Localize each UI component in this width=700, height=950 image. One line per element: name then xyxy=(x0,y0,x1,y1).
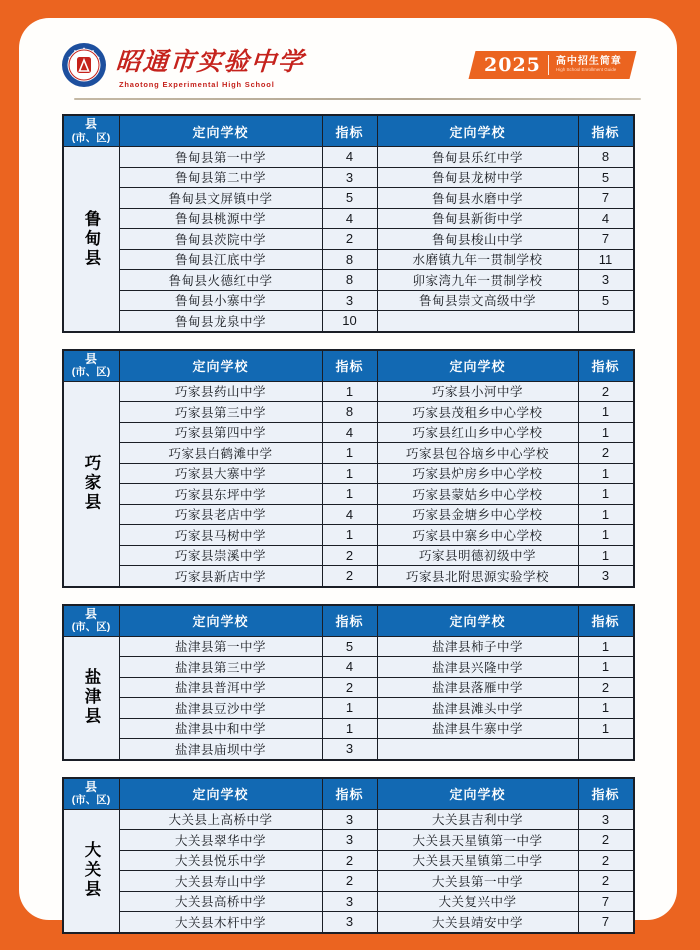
quota-cell: 2 xyxy=(323,566,377,586)
school-cell: 巧家县老店中学 xyxy=(120,505,322,525)
school-cell: 巧家县蒙姑乡中心学校 xyxy=(378,484,578,504)
quota-cell: 5 xyxy=(323,637,377,657)
quota-cell: 4 xyxy=(323,209,377,229)
quota-table-2 xyxy=(62,349,635,588)
school-cell: 巧家县崇溪中学 xyxy=(120,546,322,566)
column-header-school-right: 定向学校 xyxy=(378,779,578,809)
quota-cell: 2 xyxy=(323,871,377,891)
county-header-line2: (市、区) xyxy=(71,621,111,634)
quota-cell: 1 xyxy=(323,719,377,739)
county-label: 盐津县 xyxy=(64,637,119,759)
quota-cell: 11 xyxy=(579,250,633,270)
school-cell: 鲁甸县桃源中学 xyxy=(120,209,322,229)
quota-cell xyxy=(579,311,633,331)
quota-cell: 3 xyxy=(323,830,377,850)
county-header-line1: 县 xyxy=(84,606,97,621)
quota-cell: 2 xyxy=(579,851,633,871)
column-header-county xyxy=(64,779,119,809)
quota-cell: 7 xyxy=(579,188,633,208)
school-name-block xyxy=(116,42,305,89)
quota-cell: 1 xyxy=(579,698,633,718)
school-cell: 巧家县药山中学 xyxy=(120,382,322,402)
quota-cell: 2 xyxy=(323,678,377,698)
school-cell: 巧家县中寨乡中心学校 xyxy=(378,525,578,545)
quota-cell: 1 xyxy=(323,443,377,463)
quota-cell: 8 xyxy=(579,147,633,167)
column-header-quota-left: 指标 xyxy=(323,606,377,636)
quota-cell: 8 xyxy=(323,250,377,270)
quota-table-3 xyxy=(62,604,635,761)
quota-cell: 1 xyxy=(579,546,633,566)
school-cell: 鲁甸县茨院中学 xyxy=(120,229,322,249)
school-cell: 巧家县第三中学 xyxy=(120,402,322,422)
school-cell: 鲁甸县小寨中学 xyxy=(120,291,322,311)
county-header-line2: (市、区) xyxy=(71,794,111,807)
school-cell: 鲁甸县文屏镇中学 xyxy=(120,188,322,208)
quota-cell: 1 xyxy=(323,382,377,402)
school-cell: 盐津县牛寨中学 xyxy=(378,719,578,739)
column-header-county xyxy=(64,351,119,381)
column-header-quota-right: 指标 xyxy=(579,606,633,636)
school-cell: 大关县寿山中学 xyxy=(120,871,322,891)
column-header-quota-right: 指标 xyxy=(579,116,633,146)
county-label: 大关县 xyxy=(64,810,119,932)
school-cell: 盐津县滩头中学 xyxy=(378,698,578,718)
badge-subtitle: High School Enrollment Guide xyxy=(556,66,617,73)
quota-cell: 1 xyxy=(579,423,633,443)
column-header-school-left: 定向学校 xyxy=(120,116,322,146)
school-cell: 鲁甸县龙树中学 xyxy=(378,168,578,188)
column-header-quota-left: 指标 xyxy=(323,779,377,809)
quota-cell: 3 xyxy=(323,810,377,830)
school-cell: 巧家县新店中学 xyxy=(120,566,322,586)
school-cell: 盐津县柿子中学 xyxy=(378,637,578,657)
quota-cell: 4 xyxy=(323,147,377,167)
school-cell: 大关县悦乐中学 xyxy=(120,851,322,871)
column-header-county xyxy=(64,116,119,146)
quota-cell: 2 xyxy=(323,851,377,871)
quota-cell: 8 xyxy=(323,270,377,290)
quota-cell xyxy=(579,739,633,759)
school-cell: 鲁甸县乐红中学 xyxy=(378,147,578,167)
quota-table-4 xyxy=(62,777,635,934)
quota-cell: 1 xyxy=(323,698,377,718)
school-cell: 盐津县落雁中学 xyxy=(378,678,578,698)
county-header-line2: (市、区) xyxy=(71,131,111,144)
column-header-quota-left: 指标 xyxy=(323,351,377,381)
school-cell: 大关县天星镇第二中学 xyxy=(378,851,578,871)
quota-cell: 5 xyxy=(579,291,633,311)
quota-cell: 1 xyxy=(579,505,633,525)
school-cell: 巧家县第四中学 xyxy=(120,423,322,443)
column-header-quota-right: 指标 xyxy=(579,351,633,381)
school-cell: 巧家县马树中学 xyxy=(120,525,322,545)
quota-cell: 4 xyxy=(323,423,377,443)
school-cell: 巧家县红山乡中心学校 xyxy=(378,423,578,443)
column-header-quota-right: 指标 xyxy=(579,779,633,809)
school-cell xyxy=(378,739,578,759)
quota-cell: 1 xyxy=(579,484,633,504)
quota-cell: 5 xyxy=(323,188,377,208)
school-cell: 巧家县白鹤滩中学 xyxy=(120,443,322,463)
school-cell: 大关县木杆中学 xyxy=(120,912,322,932)
quota-cell: 3 xyxy=(323,291,377,311)
header-divider xyxy=(74,98,641,100)
school-cell: 巧家县明德初级中学 xyxy=(378,546,578,566)
county-header-line1: 县 xyxy=(84,117,97,132)
school-cell: 鲁甸县新街中学 xyxy=(378,209,578,229)
quota-cell: 8 xyxy=(323,402,377,422)
county-header-line2: (市、区) xyxy=(71,366,111,379)
badge-divider xyxy=(548,55,549,75)
year-badge xyxy=(469,51,637,79)
school-cell: 卯家湾九年一贯制学校 xyxy=(378,270,578,290)
quota-cell: 2 xyxy=(579,678,633,698)
quota-cell: 1 xyxy=(579,525,633,545)
quota-cell: 2 xyxy=(323,229,377,249)
quota-cell: 1 xyxy=(579,637,633,657)
school-cell: 巧家县包谷垴乡中心学校 xyxy=(378,443,578,463)
quota-cell: 4 xyxy=(579,209,633,229)
county-header-line1: 县 xyxy=(84,351,97,366)
school-cell: 巧家县金塘乡中心学校 xyxy=(378,505,578,525)
badge-title: 高中招生简章 xyxy=(556,56,623,68)
quota-cell: 3 xyxy=(323,168,377,188)
school-name-zh: 昭通市实验中学 xyxy=(114,46,306,76)
school-cell: 鲁甸县第一中学 xyxy=(120,147,322,167)
column-header-school-left: 定向学校 xyxy=(120,351,322,381)
column-header-school-left: 定向学校 xyxy=(120,779,322,809)
column-header-quota-left: 指标 xyxy=(323,116,377,146)
school-cell: 巧家县大寨中学 xyxy=(120,464,322,484)
quota-cell: 3 xyxy=(323,892,377,912)
school-cell: 巧家县北附思源实验学校 xyxy=(378,566,578,586)
county-label: 鲁甸县 xyxy=(64,147,119,331)
school-cell: 鲁甸县第二中学 xyxy=(120,168,322,188)
quota-cell: 1 xyxy=(579,402,633,422)
quota-cell: 5 xyxy=(579,168,633,188)
school-cell: 鲁甸县崇文高级中学 xyxy=(378,291,578,311)
quota-cell: 4 xyxy=(323,505,377,525)
quota-cell: 3 xyxy=(579,270,633,290)
school-cell: 盐津县中和中学 xyxy=(120,719,322,739)
school-cell: 巧家县东坪中学 xyxy=(120,484,322,504)
column-header-county xyxy=(64,606,119,636)
school-cell: 大关县靖安中学 xyxy=(378,912,578,932)
school-cell: 大关复兴中学 xyxy=(378,892,578,912)
school-cell: 大关县吉利中学 xyxy=(378,810,578,830)
quota-cell: 10 xyxy=(323,311,377,331)
school-cell: 巧家县炉房乡中心学校 xyxy=(378,464,578,484)
quota-table-1 xyxy=(62,114,635,333)
school-cell: 盐津县第三中学 xyxy=(120,657,322,677)
school-cell: 水磨镇九年一贯制学校 xyxy=(378,250,578,270)
quota-cell: 4 xyxy=(323,657,377,677)
school-cell: 大关县上高桥中学 xyxy=(120,810,322,830)
school-cell: 大关县高桥中学 xyxy=(120,892,322,912)
school-cell: 鲁甸县水磨中学 xyxy=(378,188,578,208)
county-header-line1: 县 xyxy=(84,779,97,794)
school-cell: 巧家县茂租乡中心学校 xyxy=(378,402,578,422)
quota-cell: 7 xyxy=(579,912,633,932)
quota-cell: 3 xyxy=(579,566,633,586)
county-label: 巧家县 xyxy=(64,382,119,586)
school-cell: 大关县翠华中学 xyxy=(120,830,322,850)
quota-cell: 1 xyxy=(579,719,633,739)
school-cell xyxy=(378,311,578,331)
quota-cell: 3 xyxy=(579,810,633,830)
school-cell: 盐津县普洱中学 xyxy=(120,678,322,698)
school-cell: 鲁甸县火德红中学 xyxy=(120,270,322,290)
quota-cell: 1 xyxy=(323,525,377,545)
column-header-school-right: 定向学校 xyxy=(378,116,578,146)
quota-cell: 7 xyxy=(579,229,633,249)
badge-year: 2025 xyxy=(484,54,542,76)
quota-cell: 1 xyxy=(323,484,377,504)
quota-cell: 2 xyxy=(579,443,633,463)
school-logo-icon xyxy=(61,42,107,88)
school-cell: 巧家县小河中学 xyxy=(378,382,578,402)
quota-cell: 3 xyxy=(323,739,377,759)
page-header xyxy=(61,34,647,96)
quota-cell: 2 xyxy=(579,871,633,891)
quota-cell: 1 xyxy=(579,464,633,484)
column-header-school-right: 定向学校 xyxy=(378,606,578,636)
school-name-en: Zhaotong Experimental High School xyxy=(119,79,275,89)
school-cell: 大关县天星镇第一中学 xyxy=(378,830,578,850)
quota-cell: 3 xyxy=(323,912,377,932)
school-cell: 盐津县豆沙中学 xyxy=(120,698,322,718)
content-card xyxy=(19,18,677,930)
quota-cell: 1 xyxy=(323,464,377,484)
quota-cell: 1 xyxy=(579,657,633,677)
column-header-school-left: 定向学校 xyxy=(120,606,322,636)
school-cell: 鲁甸县梭山中学 xyxy=(378,229,578,249)
quota-cell: 2 xyxy=(579,830,633,850)
school-cell: 盐津县庙坝中学 xyxy=(120,739,322,759)
school-cell: 鲁甸县龙泉中学 xyxy=(120,311,322,331)
column-header-school-right: 定向学校 xyxy=(378,351,578,381)
school-cell: 盐津县第一中学 xyxy=(120,637,322,657)
school-cell: 大关县第一中学 xyxy=(378,871,578,891)
quota-tables xyxy=(19,114,677,950)
quota-cell: 2 xyxy=(323,546,377,566)
school-cell: 鲁甸县江底中学 xyxy=(120,250,322,270)
quota-cell: 7 xyxy=(579,892,633,912)
quota-cell: 2 xyxy=(579,382,633,402)
school-cell: 盐津县兴隆中学 xyxy=(378,657,578,677)
